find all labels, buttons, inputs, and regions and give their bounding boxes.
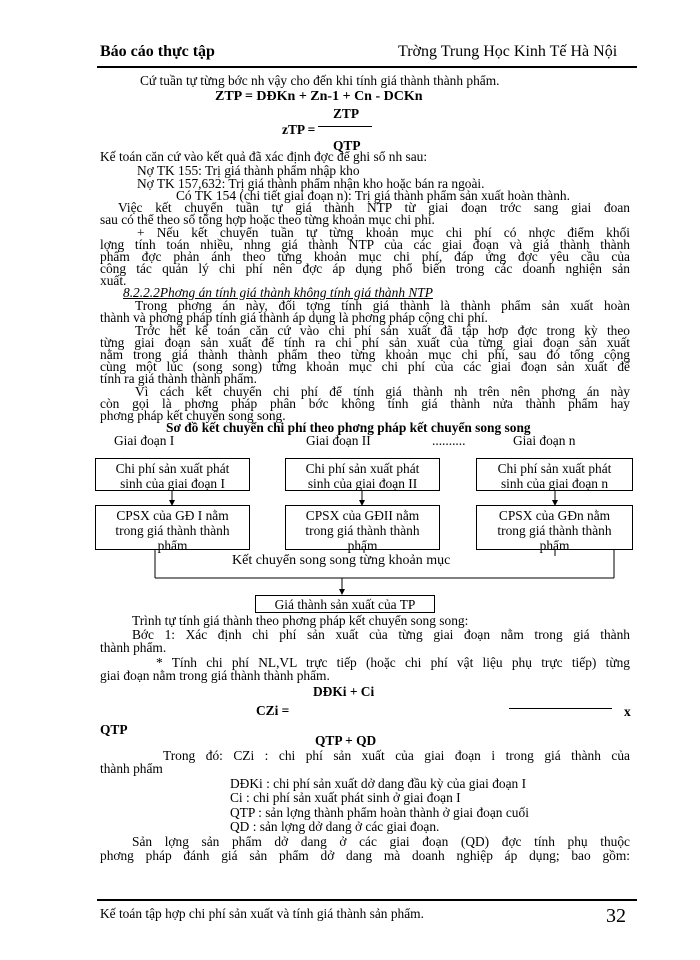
text-line: Có TK 154 (chi tiết giai đoạn n): Trị giá thành phẩm sản xuất hoàn thành. <box>176 188 570 203</box>
text-line: Trong đó: CZi : chi phí sản xuất của giai đoạn i trong giá thành của <box>163 748 630 763</box>
text-line: thành phẩm <box>100 761 163 776</box>
formula-numerator: DĐKi + Ci <box>313 684 375 699</box>
formula-denominator: QTP <box>333 138 361 153</box>
paragraph-line: Việc kết chuyển tuần tự giá thành NTP từ giai đoạn trớc sang giai đoan <box>118 200 630 215</box>
fraction-bar <box>509 708 612 709</box>
paragraph-line: Trớc hết kế toán căn cứ vào chi phí sản xuất đã tập hơp đợc trong kỳ theo <box>135 323 630 338</box>
stage-n-product-cost-box: CPSX của GĐn nằm trong giá thành thành phẩm <box>476 505 633 550</box>
paragraph-line: xuất. <box>100 273 127 288</box>
text-line: DĐKi : chi phí sản xuất dở dang đầu kỳ của giai đoạn I <box>230 776 527 791</box>
header-left: Báo cáo thực tập <box>100 43 215 60</box>
finished-cost-box: Giá thành sản xuất của TP <box>255 595 435 613</box>
paragraph-line: nằm trong giá thành thành phẩm theo từng khoản mục chi phí, sau đó tổng cộng <box>100 347 630 362</box>
stage-label: Giai đoạn II <box>306 433 371 448</box>
paragraph-line: lợng tính toán nhiều, nhng giá thành NTP của các giai đoạn và giá thành thành <box>100 237 630 252</box>
paragraph-line: cùng một lúc (song song) từng khoản mục chi phí của các giai đoạn sản xuất để <box>100 359 630 374</box>
formula-lhs: zTP = <box>282 122 316 137</box>
text-line: phơng pháp đánh giá sản phẩm dở dang mà doanh nghiệp áp dụng; bao gồm: <box>100 848 630 863</box>
transfer-label: Kết chuyển song song từng khoản mục <box>232 553 451 568</box>
text-line: Sản lợng sản phẩm dở dang ở các giai đoạn (QD) đợc tính phụ thuộc <box>132 834 630 849</box>
paragraph-line: thành và phơng pháp tính giá thành áp dụng là phơng pháp cộng chi phí. <box>100 310 488 325</box>
stage-label: Giai đoạn I <box>114 433 175 448</box>
text-line: Nợ TK 155: Trị giá thành phẩm nhập kho <box>137 163 360 178</box>
paragraph-line: + Nếu kết chuyển tuần tự từng khoản mục chi phí có nhợc điểm khối <box>137 225 630 240</box>
paragraph-line: phẩm đợc phản ánh theo từng khoản mục chi phí, đáp ứng đợc yêu cầu của <box>100 249 630 264</box>
text-line: thành phẩm. <box>100 640 167 655</box>
paragraph-line: Vì cách kết chuyển chi phí để tính giá thành nh trên nên phơng án này <box>135 384 630 399</box>
formula-denominator: QTP + QD <box>315 733 377 748</box>
paragraph-line: công tác quản lý chi phí nên đợc áp dụng phổ biến trong các doanh nghiện sản <box>100 261 630 276</box>
paragraph-line: tính ra giá thành thành phẩm. <box>100 371 257 386</box>
footer-rule <box>97 899 637 901</box>
paragraph-line: sau có thể theo số tổng hợp hoặc theo từng khoản mục chi phí. <box>100 212 435 227</box>
header-right: Trờng Trung Học Kinh Tế Hà Nội <box>398 43 618 60</box>
stage-1-cost-box: Chi phí sản xuất phát sinh của giai đoạn I <box>95 458 250 491</box>
paragraph-line: phơng pháp kết chuyển song song. <box>100 408 286 423</box>
paragraph-line: từng giai đoạn sản xuất để tính ra chi phí sản xuất của từng giai đoạn sản xuất <box>100 335 630 350</box>
stage-dots: .......... <box>432 433 466 448</box>
page-number: 32 <box>606 905 626 927</box>
text-line: * Tính chi phí NL,VL trực tiếp (hoặc chi phí vật liệu phụ trực tiếp) từng <box>156 655 630 670</box>
paragraph-line: còn gọi là phơng pháp phân bớc không tính giá thành nửa thành phẩm hay <box>100 396 630 411</box>
text-line: Nợ TK 157,632: Trị giá thành phẩm nhận kho hoặc bán ra ngoài. <box>137 176 485 191</box>
text-line: QD : sản lợng dở dang ở các giai đoạn. <box>230 819 440 834</box>
formula-numerator: ZTP <box>333 106 360 121</box>
stage-label: Giai đoạn n <box>513 433 576 448</box>
footer-text: Kế toán tập hợp chi phí sản xuất và tính giá thành sản phẩm. <box>100 906 424 921</box>
paragraph-line: Trong phơng án này, đối tợng tính giá thành là thành phẩm sản xuất hoàn <box>135 298 630 313</box>
diagram-title: Sơ đồ kết chuyển chi phí theo phơng pháp kết chuyển song song <box>166 420 531 435</box>
formula-lhs: CZi = <box>256 703 290 718</box>
formula-qtp: QTP <box>100 722 128 737</box>
formula-times: x <box>624 704 631 719</box>
text-line: Trình tự tính giá thành theo phơng pháp kết chuyển song song: <box>132 613 469 628</box>
text-line: giai đoạn nằm trong giá thành thành phẩm. <box>100 668 330 683</box>
stage-n-cost-box: Chi phí sản xuất phát sinh của giai đoạn n <box>476 458 633 491</box>
formula-ztp: ZTP = DĐKn + Zn-1 + Cn - DCKn <box>215 89 423 104</box>
text-line: Cứ tuần tự từng bớc nh vậy cho đến khi tính giá thành thành phẩm. <box>140 73 500 88</box>
section-heading: 8.2.2.2Phơng án tính giá thành không tính giá thành NTP <box>123 285 433 300</box>
stage-2-cost-box: Chi phí sản xuất phát sinh của giai đoạn II <box>285 458 440 491</box>
text-line: QTP : sản lợng thành phẩm hoàn thành ở giai đoạn cuối <box>230 805 529 820</box>
text-line: Kế toán căn cứ vào kết quả đã xác định đợc để ghi sổ nh sau: <box>100 149 428 164</box>
text-line: Bớc 1: Xác định chi phí sản xuất của từng giai đoạn nằm trong giá thành <box>132 627 630 642</box>
stage-1-product-cost-box: CPSX của GĐ I nằm trong giá thành thành phẩm <box>95 505 250 550</box>
text-line: Ci : chi phí sản xuất phát sinh ở giai đoạn I <box>230 790 461 805</box>
stage-2-product-cost-box: CPSX của GĐII nằm trong giá thành thành phẩm <box>285 505 440 550</box>
